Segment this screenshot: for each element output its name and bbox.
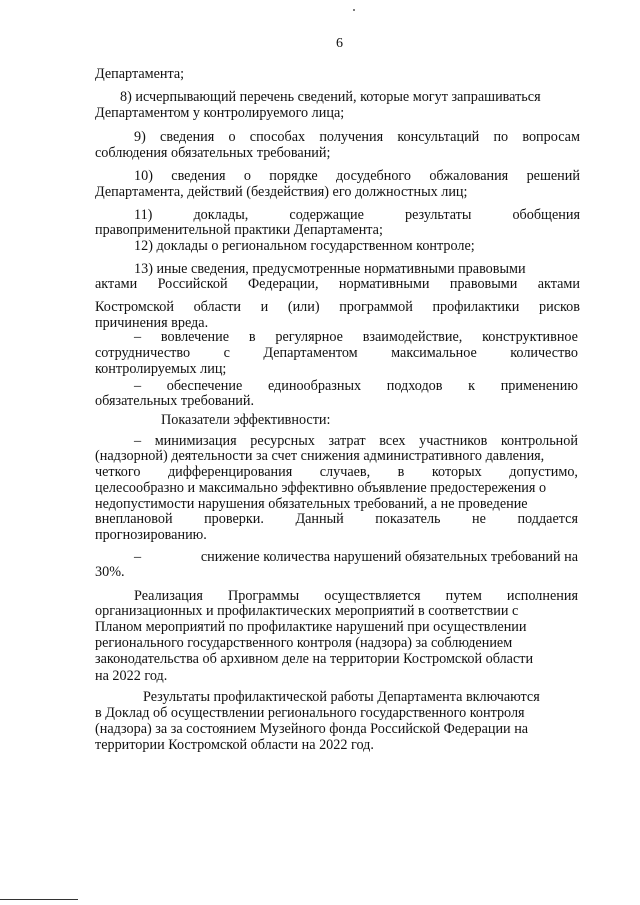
text-line: в Доклад об осуществлении регионального государственного контроля <box>95 705 525 721</box>
text-word: четкого <box>95 464 141 480</box>
text-word: области <box>193 299 241 315</box>
text-word: которых <box>431 464 482 480</box>
text-word: единообразных <box>267 378 362 394</box>
text-line <box>95 511 578 527</box>
text-word: снижение количества нарушений обязательных требований на <box>200 549 578 565</box>
text-word: – <box>134 549 142 565</box>
text-word: о <box>228 129 236 145</box>
text-line <box>134 168 580 184</box>
text-word: Российской <box>157 276 228 292</box>
text-word: показатель <box>375 511 441 527</box>
text-word: по <box>493 129 509 145</box>
text-word: Федерации, <box>247 276 319 292</box>
text-word: – <box>134 433 142 449</box>
text-word: о <box>243 168 251 184</box>
text-word: всех <box>379 433 406 449</box>
text-word: порядке <box>269 168 318 184</box>
text-word: осуществляется <box>324 588 421 604</box>
text-line <box>134 129 580 145</box>
text-word: поддается <box>517 511 578 527</box>
text-word: решений <box>526 168 580 184</box>
text-word: допустимо, <box>509 464 578 480</box>
text-line <box>95 345 578 361</box>
text-word: количество <box>510 345 578 361</box>
text-line: соблюдения обязательных требований; <box>95 145 331 161</box>
text-line: недопустимости нарушения обязательных требований, а не проведение <box>95 496 528 512</box>
text-line: контролируемых лиц; <box>95 361 227 377</box>
text-line: 13) иные сведения, предусмотренные нормативными правовыми <box>134 261 526 277</box>
text-word: максимальное <box>391 345 477 361</box>
text-line: (надзора) за за состоянием Музейного фонда Российской Федерации на <box>95 721 529 737</box>
text-word: содержащие <box>289 207 364 223</box>
text-word: Данный <box>295 511 344 527</box>
text-line <box>134 433 578 449</box>
text-word: путем <box>445 588 482 604</box>
text-word: Программы <box>227 588 300 604</box>
text-word: внеплановой <box>95 511 173 527</box>
text-word: получения <box>319 129 384 145</box>
text-word: рисков <box>539 299 580 315</box>
text-line: Показатели эффективности: <box>161 412 331 428</box>
text-word: актами <box>95 276 138 292</box>
text-word: затрат <box>328 433 366 449</box>
text-word: вопросам <box>522 129 580 145</box>
text-word: и <box>260 299 269 315</box>
text-line: Департаментом у контролируемого лица; <box>95 105 345 121</box>
text-line: 12) доклады о региональном государственном контроле; <box>134 238 475 254</box>
text-line <box>95 276 580 292</box>
text-word: обжалования <box>429 168 509 184</box>
text-word: 10) <box>134 168 153 184</box>
text-line: регионального государственного контроля (надзора) за соблюдением <box>95 635 513 651</box>
text-word: участников <box>419 433 488 449</box>
text-line: 30%. <box>95 564 125 580</box>
text-line <box>134 549 578 565</box>
text-word: программой <box>339 299 413 315</box>
text-word: проверки. <box>204 511 264 527</box>
text-line <box>134 329 578 345</box>
text-word: актами <box>537 276 580 292</box>
text-line: Результаты профилактической работы Департамента включаются <box>143 689 540 705</box>
text-word: применению <box>500 378 578 394</box>
text-word: Реализация <box>134 588 203 604</box>
text-word: сведения <box>171 168 226 184</box>
text-word: в <box>248 329 256 345</box>
text-word: конструктивное <box>482 329 578 345</box>
text-line <box>134 207 580 223</box>
text-word: результаты <box>404 207 472 223</box>
text-word: профилактики <box>432 299 520 315</box>
text-line: Планом мероприятий по профилактике нарушений при осуществлении <box>95 619 527 635</box>
text-word: способах <box>249 129 306 145</box>
text-word: Костромской <box>95 299 174 315</box>
footer-rule <box>0 899 78 900</box>
text-word: обеспечение <box>166 378 243 394</box>
text-word: взаимодействие, <box>362 329 463 345</box>
text-word: сотрудничество <box>95 345 191 361</box>
text-word: подходов <box>386 378 443 394</box>
text-line <box>134 378 578 394</box>
text-line: территории Костромской области на 2022 год. <box>95 737 374 753</box>
text-line <box>134 588 578 604</box>
text-word: дифференцирования <box>167 464 293 480</box>
text-line: (надзорной) деятельности за счет снижения административного давления, <box>95 448 545 464</box>
text-word: правовыми <box>449 276 518 292</box>
text-line: Департамента; <box>95 66 185 82</box>
text-word: к <box>468 378 476 394</box>
text-line: правоприменительной практики Департамента; <box>95 222 383 238</box>
text-word: регулярное <box>275 329 343 345</box>
scan-speck <box>353 9 355 11</box>
text-line: законодательства об архивном деле на территории Костромской области <box>95 651 534 667</box>
text-line <box>95 299 580 315</box>
text-word: ресурсных <box>250 433 315 449</box>
text-line: на 2022 год. <box>95 668 168 684</box>
text-word: случаев, <box>319 464 371 480</box>
text-line <box>95 464 578 480</box>
text-word: в <box>397 464 405 480</box>
text-line: 8) исчерпывающий перечень сведений, которые могут запрашиваться <box>120 89 541 105</box>
text-word: вовлечение <box>160 329 230 345</box>
text-word: нормативными <box>338 276 430 292</box>
text-word: исполнения <box>506 588 578 604</box>
text-line: целесообразно и максимально эффективно объявление предостережения о <box>95 480 547 496</box>
text-word: – <box>134 378 142 394</box>
text-word: обобщения <box>512 207 580 223</box>
text-line: организационных и профилактических мероприятий в соответствии с <box>95 603 519 619</box>
text-line: прогнозированию. <box>95 527 207 543</box>
text-line: Департамента, действий (бездействия) его должностных лиц; <box>95 184 468 200</box>
text-word: сведения <box>160 129 215 145</box>
page-number: 6 <box>336 36 343 51</box>
text-word: с <box>223 345 230 361</box>
text-line: обязательных требований. <box>95 393 255 409</box>
text-word: минимизация <box>154 433 237 449</box>
text-word: 11) <box>134 207 153 223</box>
text-word: Департаментом <box>263 345 358 361</box>
text-word: (или) <box>287 299 320 315</box>
text-word: – <box>134 329 142 345</box>
text-word: досудебного <box>336 168 411 184</box>
text-word: контрольной <box>500 433 578 449</box>
text-word: не <box>472 511 486 527</box>
text-word: консультаций <box>397 129 480 145</box>
text-line: причинения вреда. <box>95 315 209 331</box>
text-word: 9) <box>134 129 146 145</box>
text-word: доклады, <box>193 207 249 223</box>
